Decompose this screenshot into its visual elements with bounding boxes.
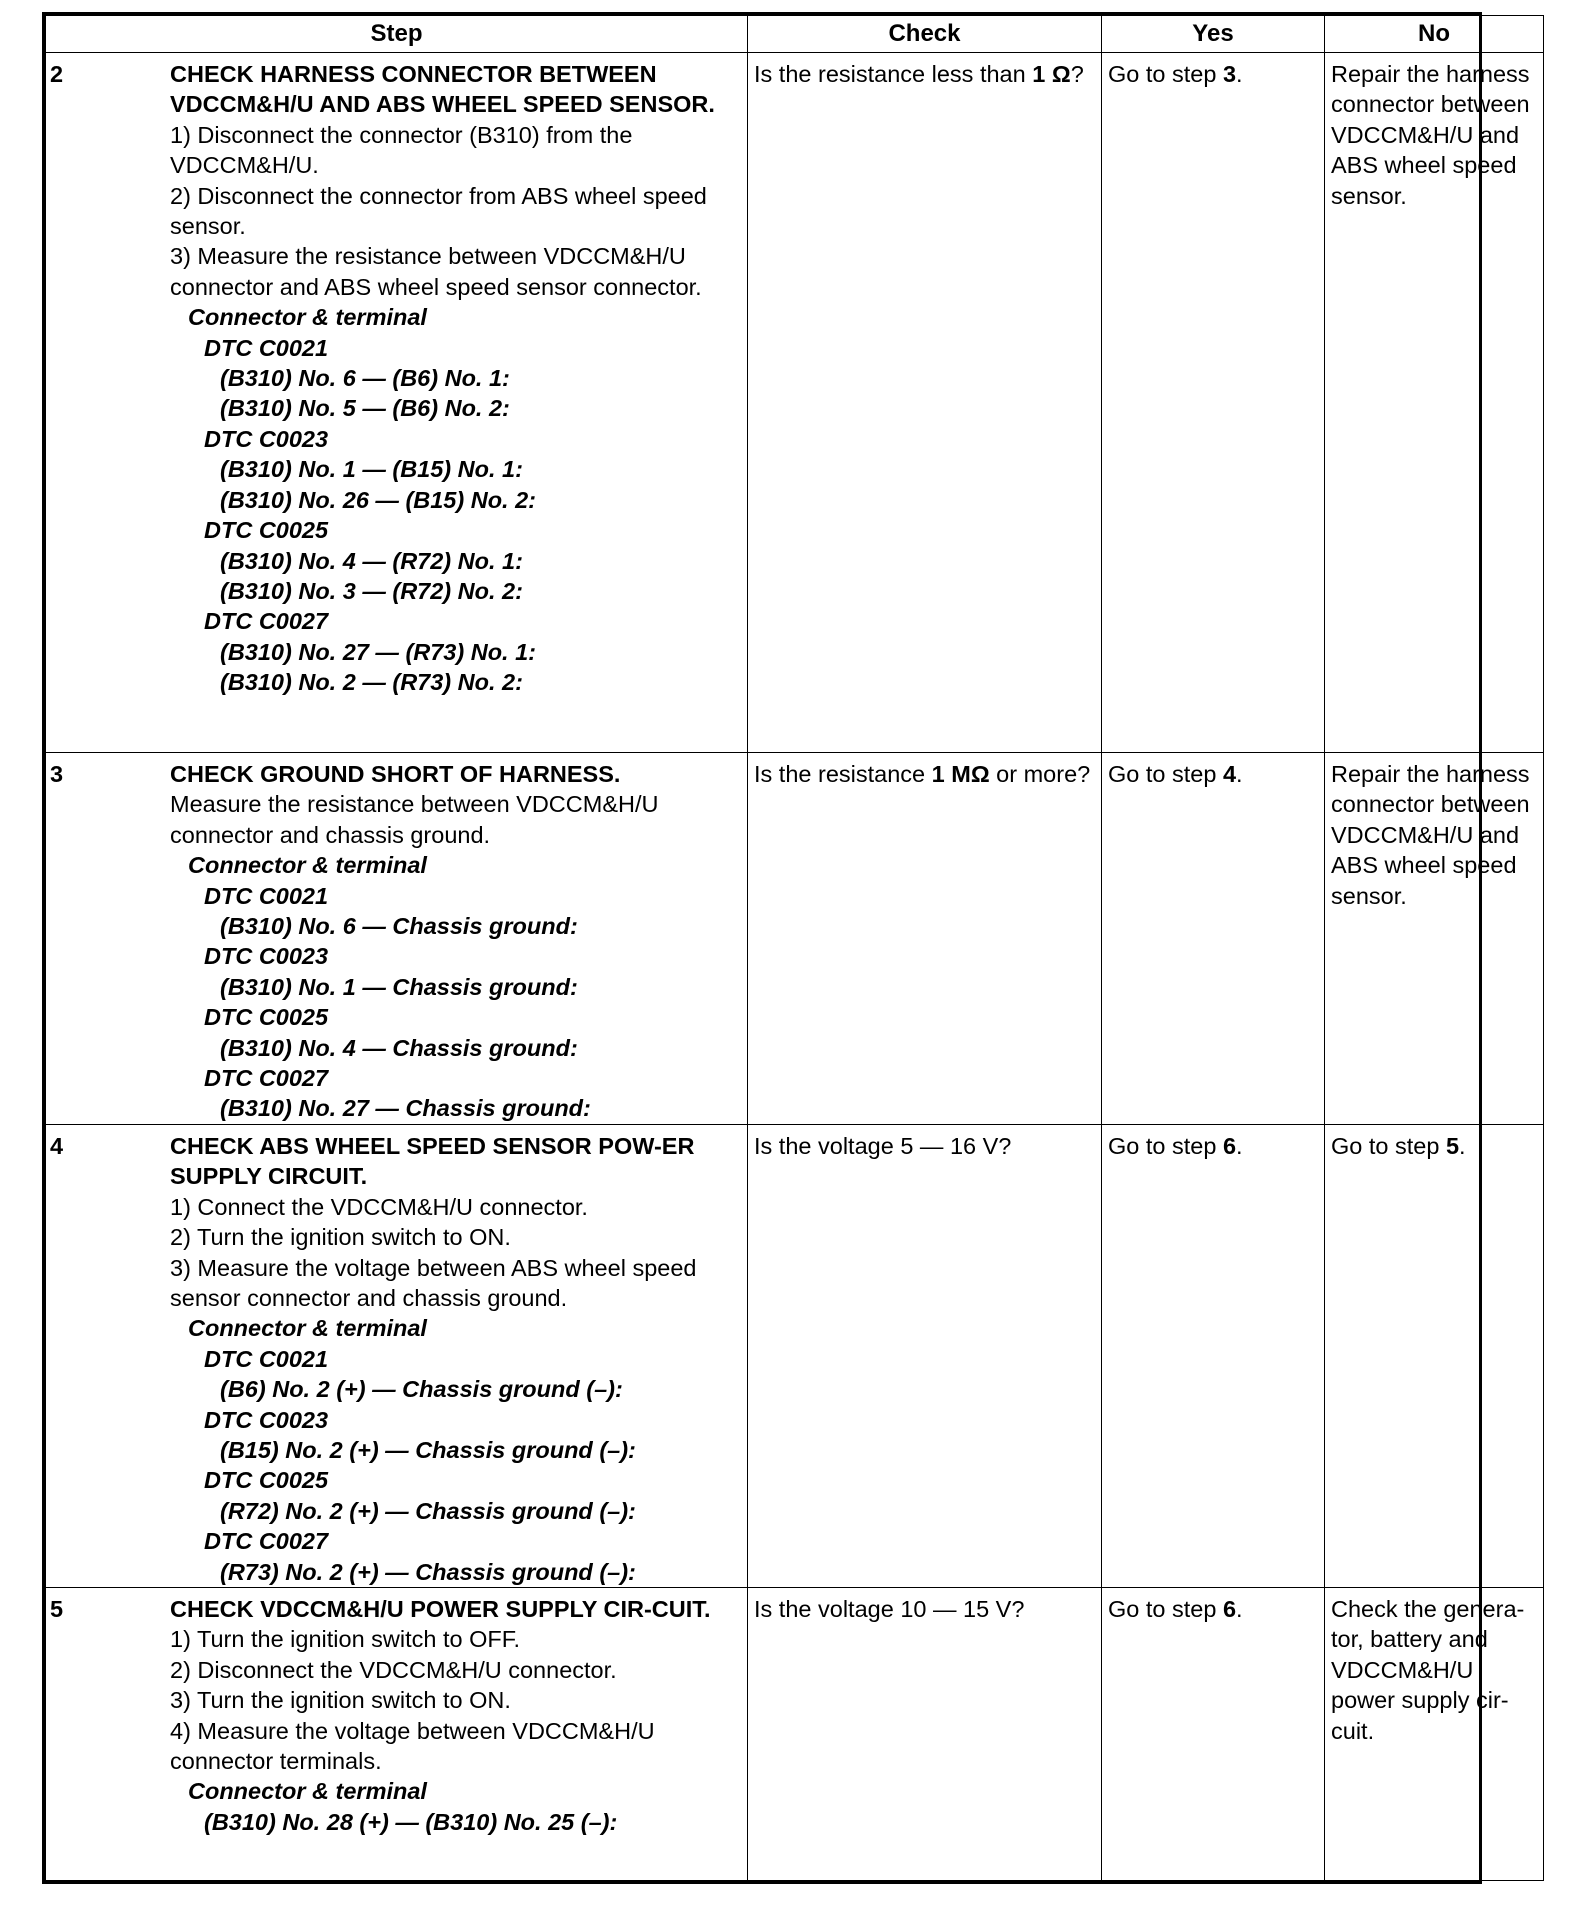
dtc-code: DTC C0023 [204,425,329,452]
header-step: Step [46,16,748,53]
yes-step-number: 6 [1222,1595,1237,1622]
dtc-code: DTC C0025 [204,517,329,544]
step-cell [46,53,748,753]
terminal-pair: (B310) No. 2 — (R73) No. 2: [220,669,523,696]
dtc-code: DTC C0025 [204,1467,329,1494]
yes-cell [1102,1587,1325,1880]
step-title: CHECK HARNESS CONNECTOR BETWEEN VDCCM&H/U AND ABS WHEEL SPEED SENSOR. [170,61,715,118]
connector-heading: Connector & terminal [188,852,427,879]
header-yes: Yes [1102,16,1325,53]
terminal-pair: (B310) No. 5 — (B6) No. 2: [220,395,510,422]
check-text-end: or more? [989,761,1091,787]
no-cell: Repair the harness connector between VDCCM&H/U and ABS wheel speed sensor. [1325,53,1544,753]
instruction: 3) Measure the voltage between ABS wheel speed sensor connector and chassis ground. [170,1254,697,1311]
header-row [46,16,1544,53]
step-title: CHECK ABS WHEEL SPEED SENSOR POW-ER SUPPLY CIRCUIT. [170,1132,695,1190]
no-text: Go to step [1331,1132,1446,1159]
dtc-code: DTC C0023 [204,1406,329,1433]
yes-text: Go to step [1108,61,1223,87]
terminal-pair: (B310) No. 6 — Chassis ground: [220,913,578,940]
yes-cell [1102,753,1325,1125]
step-number: 5 [50,1595,64,1622]
table-row [46,53,1544,753]
table-row [46,1587,1544,1880]
step-title: CHECK VDCCM&H/U POWER SUPPLY CIR-CUIT. [170,1595,711,1622]
terminal-pair: (B310) No. 1 — Chassis ground: [220,973,578,1000]
check-text: Is the voltage 10 — 15 V? [754,1595,1025,1622]
instruction: 1) Turn the ignition switch to OFF. [170,1626,521,1653]
table-row [46,1124,1544,1587]
terminal-pair: (B310) No. 1 — (B15) No. 1: [220,456,523,483]
yes-text: Go to step [1108,1595,1223,1622]
instruction: 3) Turn the ignition switch to ON. [170,1687,511,1714]
yes-step-number: 3 [1222,61,1237,87]
dtc-code: DTC C0021 [204,334,329,361]
step-number: 3 [50,761,64,787]
dtc-code: DTC C0021 [204,882,329,909]
check-cell [748,53,1102,753]
terminal-pair: (B15) No. 2 (+) — Chassis ground (–): [220,1436,636,1463]
step-number: 2 [50,61,64,87]
terminal-pair: (B310) No. 4 — (R72) No. 1: [220,547,523,574]
instruction: Measure the resistance between VDCCM&H/U connector and chassis ground. [170,791,659,848]
no-cell [1325,1124,1544,1587]
dtc-code: DTC C0021 [204,1345,329,1372]
connector-heading: Connector & terminal [188,1778,427,1805]
procedure-table [45,15,1544,1881]
yes-step-number: 4 [1222,761,1237,787]
dtc-code: DTC C0027 [204,1065,329,1092]
check-text-end: ? [1070,61,1084,87]
terminal-pair: (R73) No. 2 (+) — Chassis ground (–): [220,1558,636,1585]
terminal-pair: (B310) No. 6 — (B6) No. 1: [220,365,510,392]
check-value: 1 MΩ [931,761,990,787]
check-text: Is the voltage 5 — 16 V? [754,1132,1012,1159]
instruction: 2) Disconnect the connector from ABS wheel speed sensor. [170,182,707,240]
header-check: Check [748,16,1102,53]
step-cell [46,1587,748,1880]
check-text: Is the resistance less than [754,61,1033,87]
terminal-pair: (R72) No. 2 (+) — Chassis ground (–): [220,1497,636,1524]
check-value: 1 Ω [1032,61,1071,87]
yes-text-end: . [1236,1132,1243,1159]
instruction: 3) Measure the resistance between VDCCM&H/U connector and ABS wheel speed sensor connector. [170,243,702,300]
dtc-code: DTC C0023 [204,943,329,970]
step-cell [46,753,748,1125]
check-cell [748,753,1102,1125]
no-cell: Check the genera-tor, battery and VDCCM&H/U power supply cir-cuit. [1325,1587,1544,1880]
step-number: 4 [50,1132,64,1159]
no-text-end: . [1459,1132,1466,1159]
instruction: 2) Disconnect the VDCCM&H/U connector. [170,1656,617,1683]
diagnostic-procedure-table [42,12,1530,1884]
connector-heading: Connector & terminal [188,304,427,331]
check-text: Is the resistance [754,761,932,787]
instruction: 2) Turn the ignition switch to ON. [170,1224,511,1251]
yes-cell [1102,53,1325,753]
yes-text-end: . [1236,761,1243,787]
instruction: 1) Disconnect the connector (B310) from the VDCCM&H/U. [170,121,633,179]
header-no: No [1325,16,1544,53]
check-cell [748,1124,1102,1587]
dtc-code: DTC C0027 [204,1528,329,1555]
terminal-pair: (B310) No. 3 — (R72) No. 2: [220,577,523,604]
yes-text-end: . [1236,1595,1243,1622]
step-cell [46,1124,748,1587]
table-row [46,753,1544,1125]
no-step-number: 5 [1445,1132,1460,1159]
yes-text-end: . [1236,61,1243,87]
yes-step-number: 6 [1222,1132,1237,1159]
check-cell [748,1587,1102,1880]
step-title: CHECK GROUND SHORT OF HARNESS. [170,761,621,787]
dtc-code: DTC C0027 [204,608,329,635]
no-cell: Repair the harness connector between VDCCM&H/U and ABS wheel speed sensor. [1325,753,1544,1125]
instruction: 4) Measure the voltage between VDCCM&H/U connector terminals. [170,1717,655,1774]
terminal-pair: (B310) No. 4 — Chassis ground: [220,1034,578,1061]
instruction: 1) Connect the VDCCM&H/U connector. [170,1193,588,1220]
yes-text: Go to step [1108,1132,1223,1159]
terminal-pair: (B6) No. 2 (+) — Chassis ground (–): [220,1376,623,1403]
terminal-pair: (B310) No. 27 — (R73) No. 1: [220,638,537,665]
dtc-code: DTC C0025 [204,1004,329,1031]
connector-heading: Connector & terminal [188,1315,427,1342]
terminal-pair: (B310) No. 27 — Chassis ground: [220,1095,591,1122]
terminal-pair: (B310) No. 26 — (B15) No. 2: [220,486,537,513]
terminal-pair: (B310) No. 28 (+) — (B310) No. 25 (–): [204,1808,618,1835]
yes-cell [1102,1124,1325,1587]
yes-text: Go to step [1108,761,1223,787]
